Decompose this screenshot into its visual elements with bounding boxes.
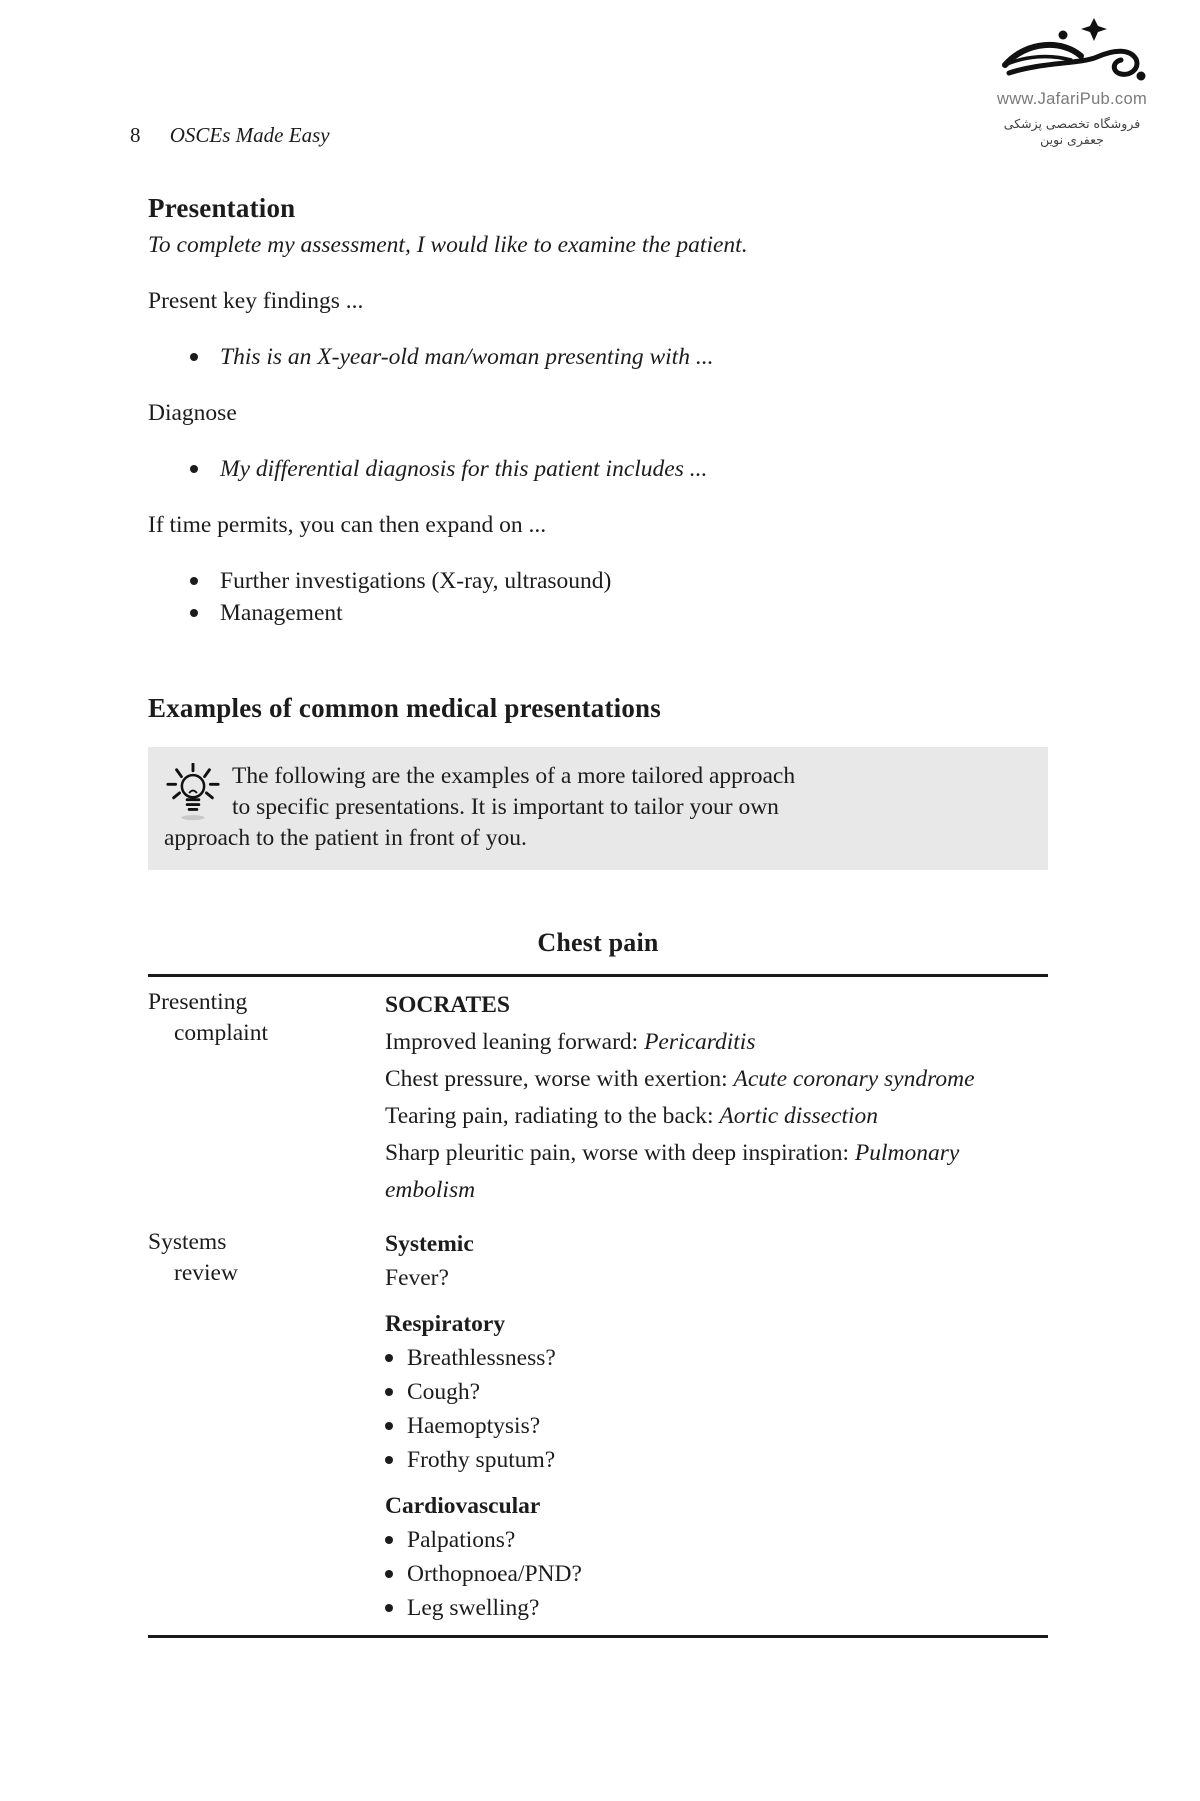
chest-pain-table bbox=[148, 974, 1048, 1638]
tip-text-line: approach to the patient in front of you. bbox=[164, 825, 527, 851]
finding-line bbox=[385, 1135, 1048, 1209]
calligraphy-logo-icon bbox=[990, 16, 1154, 88]
list-item bbox=[385, 1557, 1048, 1591]
list-item-text: Palpations? bbox=[407, 1527, 516, 1553]
present-findings-lead: Present key findings ... bbox=[148, 288, 364, 314]
system-heading: Cardiovascular bbox=[385, 1493, 541, 1519]
tip-box bbox=[148, 747, 1048, 870]
system-group bbox=[385, 1489, 1048, 1625]
list-item bbox=[148, 342, 1048, 372]
row-label-line: Systems bbox=[148, 1229, 227, 1255]
system-item: Fever? bbox=[385, 1265, 449, 1291]
list-item-text: Leg swelling? bbox=[407, 1595, 540, 1621]
bullet-dot bbox=[190, 465, 198, 473]
list-item bbox=[385, 1523, 1048, 1557]
table-row bbox=[148, 987, 1048, 1209]
system-heading: Systemic bbox=[385, 1231, 474, 1257]
bullet-dot bbox=[385, 1422, 393, 1430]
list-item-text: Haemoptysis? bbox=[407, 1413, 541, 1439]
tip-text-line: The following are the examples of a more tailored approach bbox=[232, 763, 796, 789]
list-item bbox=[385, 1341, 1048, 1375]
presentation-intro: To complete my assessment, I would like to examine the patient. bbox=[148, 232, 748, 258]
book-title: OSCEs Made Easy bbox=[169, 123, 330, 147]
finding-line bbox=[385, 1024, 1048, 1061]
row-content bbox=[385, 987, 1048, 1209]
bullet-dot bbox=[190, 353, 198, 361]
list-item bbox=[148, 598, 1048, 628]
row-content bbox=[385, 1227, 1048, 1625]
bullet-dot bbox=[190, 577, 198, 585]
list-item bbox=[385, 1443, 1048, 1477]
list-item-text: Further investigations (X-ray, ultrasound) bbox=[220, 568, 612, 594]
section-heading-presentation: Presentation bbox=[148, 193, 296, 223]
finding-line bbox=[385, 1098, 1048, 1135]
publisher-logo bbox=[990, 16, 1154, 148]
list-item-text: This is an X-year-old man/woman presenting with ... bbox=[220, 344, 714, 370]
list-item bbox=[385, 1591, 1048, 1625]
system-heading: Respiratory bbox=[385, 1311, 506, 1337]
expand-lead: If time permits, you can then expand on ... bbox=[148, 512, 547, 538]
diagnose-lead: Diagnose bbox=[148, 400, 237, 426]
section-heading-examples: Examples of common medical presentations bbox=[148, 693, 661, 723]
finding-line bbox=[385, 1061, 1048, 1098]
bullet-dot bbox=[385, 1536, 393, 1544]
bullet-dot bbox=[385, 1456, 393, 1464]
list-item bbox=[385, 1409, 1048, 1443]
finding-text: Sharp pleuritic pain, worse with deep inspiration: bbox=[385, 1140, 855, 1166]
row-label bbox=[148, 987, 385, 1209]
list-item-text: Frothy sputum? bbox=[407, 1447, 556, 1473]
system-group bbox=[385, 1227, 1048, 1295]
diagnosis-text: Acute coronary syndrome bbox=[733, 1066, 975, 1092]
row-label-line: review bbox=[174, 1260, 238, 1286]
bullet-dot bbox=[385, 1570, 393, 1578]
list-item-text: Management bbox=[220, 600, 343, 626]
page-number: 8 bbox=[130, 123, 141, 147]
finding-text: Tearing pain, radiating to the back: bbox=[385, 1103, 720, 1129]
list-item-text: Orthopnoea/PND? bbox=[407, 1561, 582, 1587]
diagnosis-text: Aortic dissection bbox=[719, 1103, 879, 1129]
row-label-line: complaint bbox=[174, 1020, 268, 1046]
list-item-text: Cough? bbox=[407, 1379, 481, 1405]
bullet-dot bbox=[385, 1388, 393, 1396]
diagnosis-text: Pulmonary embolism bbox=[385, 1140, 960, 1203]
bullet-dot bbox=[190, 609, 198, 617]
row-label-line: Presenting bbox=[148, 989, 248, 1015]
diagnosis-text: Pericarditis bbox=[644, 1029, 756, 1055]
running-header bbox=[130, 122, 1048, 148]
system-group bbox=[385, 1307, 1048, 1477]
publisher-url: www.JafariPub.com bbox=[997, 90, 1147, 108]
bullet-dot bbox=[385, 1604, 393, 1612]
table-row bbox=[148, 1227, 1048, 1625]
list-item-text: Breathlessness? bbox=[407, 1345, 556, 1371]
publisher-tagline: فروشگاه تخصصی پزشکی جعفری نوین bbox=[1003, 116, 1141, 147]
list-item-text: My differential diagnosis for this patient includes ... bbox=[220, 456, 708, 482]
row-label bbox=[148, 1227, 385, 1625]
tip-text-line: to specific presentations. It is important to tailor your own bbox=[232, 794, 779, 820]
lightbulb-icon bbox=[164, 761, 232, 817]
list-item bbox=[148, 566, 1048, 596]
bullet-dot bbox=[385, 1354, 393, 1362]
list-item bbox=[385, 1375, 1048, 1409]
mnemonic-heading: SOCRATES bbox=[385, 992, 510, 1018]
finding-text: Improved leaning forward: bbox=[385, 1029, 645, 1055]
finding-text: Chest pressure, worse with exertion: bbox=[385, 1066, 734, 1092]
table-title: Chest pain bbox=[537, 928, 659, 957]
list-item bbox=[148, 454, 1048, 484]
